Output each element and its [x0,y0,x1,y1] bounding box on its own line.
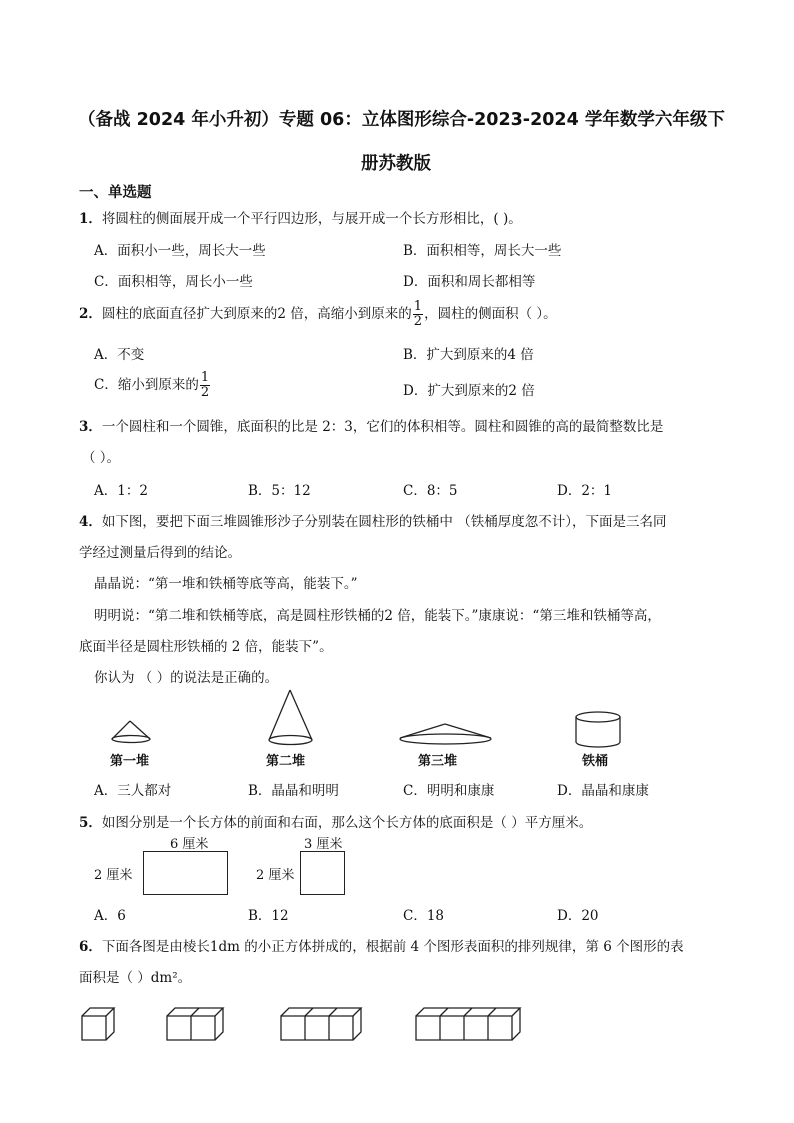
cube-edge [82,1016,106,1040]
cube-edge [329,1008,337,1016]
cube-edge [281,1016,353,1040]
q3-option-c: C．8：5 [403,483,458,499]
question-number: 5． [79,815,102,831]
question-text: 一个圆柱和一个圆锥，底面积的比是 2：3，它们的体积相等。圆柱和圆锥的高的最简整数比是 [101,419,664,435]
fraction-numerator: 1 [413,299,423,314]
question-number: 4． [79,514,102,530]
cube-edge [281,1008,361,1016]
section-heading: 一、单选题 [79,185,152,201]
q5-option-c: C．18 [403,908,445,924]
question-text: 如下图，要把下面三堆圆锥形沙子分别装在圆柱形的铁桶中 （铁桶厚度忽不计），下面是三名同 [101,514,667,530]
fig-label-bucket: 铁桶 [582,754,609,769]
q1-option-c: C．面积相等，周长小一些 [94,274,253,290]
q1-option-d: D．面积和周长都相等 [403,274,536,290]
q2-option-d: D．扩大到原来的2 倍 [403,383,535,399]
cube-edge [191,1008,199,1016]
q5-option-b: B．12 [248,908,289,924]
front-face-width-label: 6 厘米 [170,837,209,852]
question-number: 1． [79,211,102,227]
question-4-line3: 晶晶说：“第一堆和铁桶等底等高，能装下。” [94,576,358,592]
cube-edge [440,1008,448,1016]
question-text-part2: ，圆柱的侧面积（ ）。 [424,306,557,322]
question-6-line2: 面积是（ ）dm²。 [79,970,192,986]
question-text: 将圆柱的侧面展开成一个平行四边形，与展开成一个长方形相比，( )。 [101,211,522,227]
q3-option-a: A．1：2 [94,483,148,499]
question-3-line2: （ ）。 [82,450,121,466]
question-text-part1: 圆柱的底面直径扩大到原来的2 倍，高缩小到原来的 [101,306,412,322]
q1-option-a: A．面积小一些，周长大一些 [94,243,266,259]
cube-figure-3 [281,1008,361,1040]
q4-option-a: A．三人都对 [94,783,172,799]
q2-option-b: B．扩大到原来的4 倍 [403,347,534,363]
q4-option-b: B．晶晶和明明 [248,783,339,799]
q3-option-b: B．5：12 [248,483,311,499]
cube-figure-4 [416,1008,520,1040]
q2-option-a: A．不变 [94,347,145,363]
question-text: 下面各图是由棱长1dm 的小正方体拼成的，根据前 4 个图形表面积的排列规律，第 6 个图形的表 [101,939,684,955]
question-4-line4: 明明说：“第二堆和铁桶等底，高是圆柱形铁桶的2 倍，能装下。”康康说：“第三堆和铁桶等高， [94,608,661,624]
q5-option-d: D．20 [557,908,599,924]
fig-label-pile-3: 第三堆 [418,754,458,769]
fraction-denominator: 2 [200,385,210,400]
cube-figure-2 [167,1008,223,1040]
q5-option-a: A．6 [94,908,126,924]
cube-figure-1 [82,1008,114,1040]
front-face-height-label: 2 厘米 [94,868,133,883]
fig-label-pile-2: 第二堆 [266,754,306,769]
right-face-height-label: 2 厘米 [256,868,295,883]
fraction-numerator: 1 [200,370,210,385]
question-text: 如图分别是一个长方体的前面和右面，那么这个长方体的底面积是（ ）平方厘米。 [101,815,593,831]
document-title-line2: 册苏教版 [361,154,431,174]
cube-edge [488,1008,496,1016]
document-title-line1: （备战 2024 年小升初）专题 06：立体图形综合-2023-2024 学年数学六年级下 [78,110,725,130]
question-number: 3． [79,419,102,435]
question-4-line5: 底面半径是圆柱形铁桶的 2 倍，能装下”。 [79,639,333,655]
q4-option-c: C．明明和康康 [403,783,495,799]
question-number: 2． [79,306,102,322]
cube-edge [464,1008,472,1016]
q3-option-d: D．2：1 [557,483,613,499]
right-face-width-label: 3 厘米 [304,837,343,852]
fig-label-pile-1: 第一堆 [110,754,150,769]
q4-option-d: D．晶晶和康康 [557,783,649,799]
question-number: 6． [79,939,102,955]
q1-option-b: B．面积相等，周长大一些 [403,243,562,259]
cube-edge [305,1008,313,1016]
fraction-denominator: 2 [413,314,423,329]
question-4-line6: 你认为 （ ）的说法是正确的。 [94,670,279,686]
cube-edge [82,1008,114,1016]
question-4-line2: 学经过测量后得到的结论。 [79,545,241,561]
option-text: C．缩小到原来的 [94,377,199,393]
